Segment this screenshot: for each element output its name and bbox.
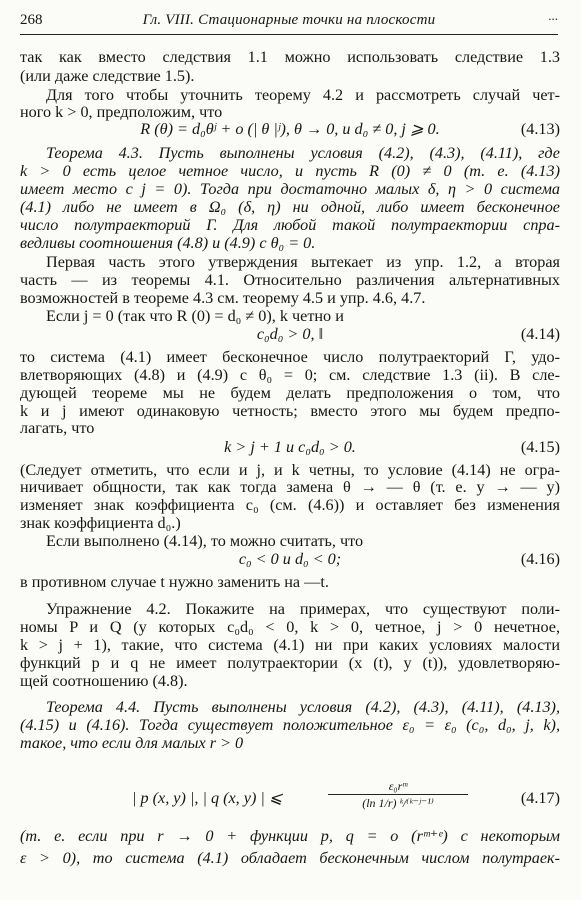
text-line: изменяет знак коэффициента c₀ (см. (4.6)) и оставляет без изменения [20, 496, 560, 515]
text-line: влетворяющих (4.8) и (4.9) с θ₀ = 0; см. следствие 1.3 (ii). В сле- [20, 365, 560, 384]
text-line: (Следует отметить, что если и j, и k четны, то условие (4.14) не огра- [20, 460, 560, 479]
text-line: лагать, что [20, 419, 95, 438]
text-line: так как вместо следствия 1.1 можно использовать следствие 1.3 [20, 48, 560, 67]
equation-4-13 [20, 118, 560, 140]
text-line: то система (4.1) имеет бесконечное число полутраекторий Γ, удо- [20, 347, 560, 366]
running-title: Гл. VIII. Стационарные точки на плоскости [142, 12, 436, 28]
text-line: Если выполнено (4.14), то можно считать, что [46, 532, 364, 551]
text-line: в противном случае t нужно заменить на —t. [20, 572, 329, 591]
equation-4-15 [20, 436, 560, 458]
equation-formula: c₀ < 0 и d₀ < 0; [238, 550, 342, 569]
text-line: ного k > 0, предположим, что [20, 103, 223, 122]
text-line: Первая часть этого утверждения вытекает из упр. 1.2, а вторая [46, 252, 560, 271]
equation-number: (4.17) [520, 789, 560, 807]
equation-formula: k > j + 1 и c₀d₀ > 0. [224, 437, 356, 456]
text-line: Для того чтобы уточнить теорему 4.2 и рассмотреть случай чет- [46, 86, 560, 105]
equation-4-16 [20, 548, 560, 570]
exercise-line: щей соотношению (4.8). [20, 671, 188, 690]
exercise-line: k > j + 1), такие, что система (4.1) ни при каких условиях малости [20, 635, 560, 654]
text-line: (т. е. если при r → 0 + функции p, q = o (rᵐ⁺ᵉ) с некоторым [20, 827, 560, 845]
theorem-line: Теорема 4.4. Пусть выполнены условия (4.2), (4.3), (4.11), (4.13), [46, 698, 560, 717]
fraction-denominator: (ln 1/r) ᵏ/⁽ᵏ⁻ʲ⁻¹⁾ [362, 796, 434, 810]
theorem-line: имеет место с j = 0). Тогда при достаточно малых δ, η > 0 система [20, 180, 560, 199]
text-line: часть — из теоремы 4.1. Относительно различения альтернативных [20, 270, 560, 289]
equation-number: (4.16) [520, 550, 560, 569]
theorem-line: (4.15) и (4.16). Тогда существует положительное ε₀ = ε₀ (c₀, d₀, j, k), [20, 716, 560, 735]
text-line: (или даже следствие 1.5). [20, 67, 195, 86]
exercise-line: Упражнение 4.2. Покажите на примерах, что существуют поли- [46, 599, 560, 618]
equation-number: (4.15) [520, 437, 560, 456]
theorem-line: число полутраекторий Γ. Для любой такой полутраектории спра- [20, 216, 560, 234]
theorem-line: такое, что если для малых r > 0 [20, 734, 244, 753]
header-mark: ... [548, 8, 558, 23]
running-header [20, 8, 558, 35]
equation-4-14 [20, 323, 560, 345]
text-line: возможностей в теореме 4.3 см. теорему 4.5 и упр. 4.6, 4.7. [20, 288, 426, 307]
theorem-line: ведливы соотношения (4.8) и (4.9) с θ₀ = 0. [20, 233, 316, 252]
equation-4-17 [20, 778, 560, 818]
theorem-line: Теорема 4.3. Пусть выполнены условия (4.2), (4.3), (4.11), где [46, 144, 560, 163]
equation-lhs: | p (x, y) |, | q (x, y) | ⩽ [132, 789, 283, 807]
page-number: 268 [20, 12, 43, 28]
text-line: знак коэффициента d₀.) [20, 514, 181, 533]
text-line: k и j имеют одинаковую четность; вместо этого мы будем предпо- [20, 401, 560, 420]
text-line: Если j = 0 (так что R (0) = d₀ ≠ 0), k четно и [46, 306, 344, 325]
text-line: дующей теореме мы не будем делать предположения о том, что [20, 383, 560, 402]
theorem-line: (4.1) либо не имеет в Ω₀ (δ, η) ни одной, либо имеет бесконечное [20, 198, 560, 217]
text-line: ничивает общности, так как тогда замена θ → — θ (т. е. y → — y) [20, 478, 560, 497]
fraction-numerator: ε₀rᵐ [328, 778, 468, 795]
equation-number: (4.13) [520, 120, 560, 139]
exercise-line: номы P и Q (у которых c₀d₀ < 0, k > 0, четное, j > 0 нечетное, [20, 617, 560, 636]
equation-formula: c₀d₀ > 0, ‖ [256, 324, 324, 343]
text-line: ε > 0), то система (4.1) обладает бесконечным числом полутраек- [20, 849, 560, 867]
equation-formula: R (θ) = d₀θʲ + o (| θ |ʲ), θ → 0, и d₀ ≠ 0, j ⩾ 0. [140, 120, 440, 139]
theorem-line: k > 0 есть целое четное число, и пусть R (0) ≠ 0 (т. е. (4.13) [20, 162, 560, 181]
equation-number: (4.14) [520, 324, 560, 343]
exercise-line: функций p и q не имеет полутраектории (x (t), y (t)), удовлетворяю- [20, 653, 560, 672]
equation-fraction [328, 778, 468, 811]
